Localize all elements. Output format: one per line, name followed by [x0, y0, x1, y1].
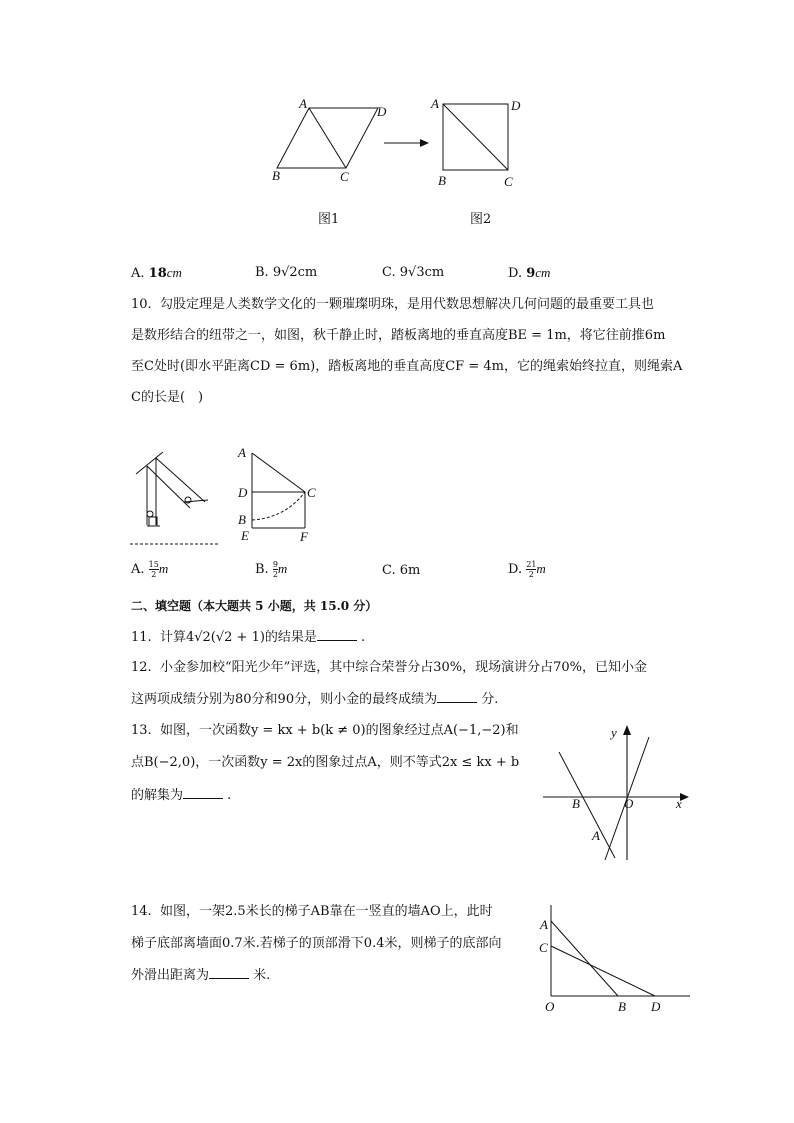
q13-label-a: A — [592, 828, 600, 843]
q10-label-d: D — [238, 485, 248, 500]
q10-option-a: A. $\frac{15}{2}$ m — [131, 560, 169, 579]
q9-option-b-value: 9√2cm — [272, 265, 318, 280]
q10-line-3: 至C处时(即水平距离CD = 6m)，踏板离地的垂直高度CF = 4m，它的绳索始终拉直，则绳索A — [131, 359, 683, 374]
q9-option-c-value: 9√3cm — [399, 265, 445, 280]
q10-label-b: B — [238, 512, 246, 527]
q11-answer-blank[interactable] — [317, 628, 357, 641]
fig2-label-b: B — [438, 173, 446, 188]
q14-label-d: D — [651, 999, 661, 1014]
q10-line-1: 10. 勾股定理是人类数学文化的一颗璀璨明珠，是用代数思想解决几何问题的最重要工具也 — [131, 297, 654, 312]
q14-answer-blank[interactable] — [209, 966, 249, 979]
fig1-label-b: B — [272, 168, 280, 183]
fig2-caption: 图2 — [470, 212, 492, 227]
q14-label-a: A — [540, 917, 548, 932]
q11: 11. 计算4√2(√2 + 1)的结果是 . — [131, 630, 366, 645]
q9-option-a: A. 18cm — [131, 265, 182, 281]
q10-line-2: 是数形结合的纽带之一，如图，秋千静止时，踏板离地的垂直高度BE = 1m，将它往前推6m — [131, 328, 666, 343]
q10-label-c: C — [307, 485, 316, 500]
q14-line-1: 14. 如图，一架2.5米长的梯子AB靠在一竖直的墙AO上，此时 — [131, 904, 493, 919]
q14-label-b: B — [618, 999, 626, 1014]
fig2-label-d: D — [511, 98, 521, 113]
q10-option-d: D. $\frac{21}{2}$ m — [508, 560, 546, 579]
q10-label-e: E — [241, 528, 249, 543]
q14-line-3: 外滑出距离为 米. — [131, 968, 271, 983]
fig1-label-d: D — [377, 104, 387, 119]
fig1-caption: 图1 — [318, 212, 340, 227]
q12-line-2: 这两项成绩分别为80分和90分，则小金的最终成绩为 分. — [131, 692, 499, 707]
q10-option-b: B. $\frac{9}{2}$ m — [255, 560, 288, 579]
fig2-label-c: C — [504, 174, 513, 189]
q13-line-2: 点B(−2,0)，一次函数y = 2x的图象过点A，则不等式2x ≤ kx + b — [131, 755, 520, 770]
q13-label-b: B — [572, 796, 580, 811]
fig2-label-a: A — [431, 96, 439, 111]
fig1-label-a: A — [299, 96, 307, 111]
q10-option-c: C. 6m — [382, 563, 421, 578]
q9-option-c: C. 9√3cm — [382, 265, 445, 280]
q10-label-f: F — [300, 529, 308, 544]
q14-line-2: 梯子底部离墙面0.7米.若梯子的顶部滑下0.4米，则梯子的底部向 — [131, 936, 502, 951]
q9-option-d: D. 9cm — [508, 265, 551, 281]
section-2-title: 二、填空题（本大题共 5 小题，共 15.0 分） — [131, 599, 378, 613]
q10-label-a: A — [238, 445, 246, 460]
q13-label-x: x — [676, 796, 682, 811]
q13-answer-blank[interactable] — [183, 786, 223, 799]
q12-line-1: 12. 小金参加校“阳光少年”评选，其中综合荣誉分占30%，现场演讲分占70%，已知小金 — [131, 660, 648, 675]
q13-label-o: O — [624, 796, 634, 811]
fig1-label-c: C — [340, 169, 349, 184]
q13-line-3: 的解集为 . — [131, 788, 232, 803]
q10-line-4: C的长是( ) — [131, 390, 204, 405]
q13-line-1: 13. 如图，一次函数y = kx + b(k ≠ 0)的图象经过点A(−1,−2)和 — [131, 723, 519, 738]
q13-label-y: y — [611, 725, 617, 740]
q12-answer-blank[interactable] — [437, 690, 477, 703]
q9-option-b: B. 9√2cm — [255, 265, 318, 280]
q14-label-o: O — [545, 999, 555, 1014]
q14-label-c: C — [539, 940, 548, 955]
